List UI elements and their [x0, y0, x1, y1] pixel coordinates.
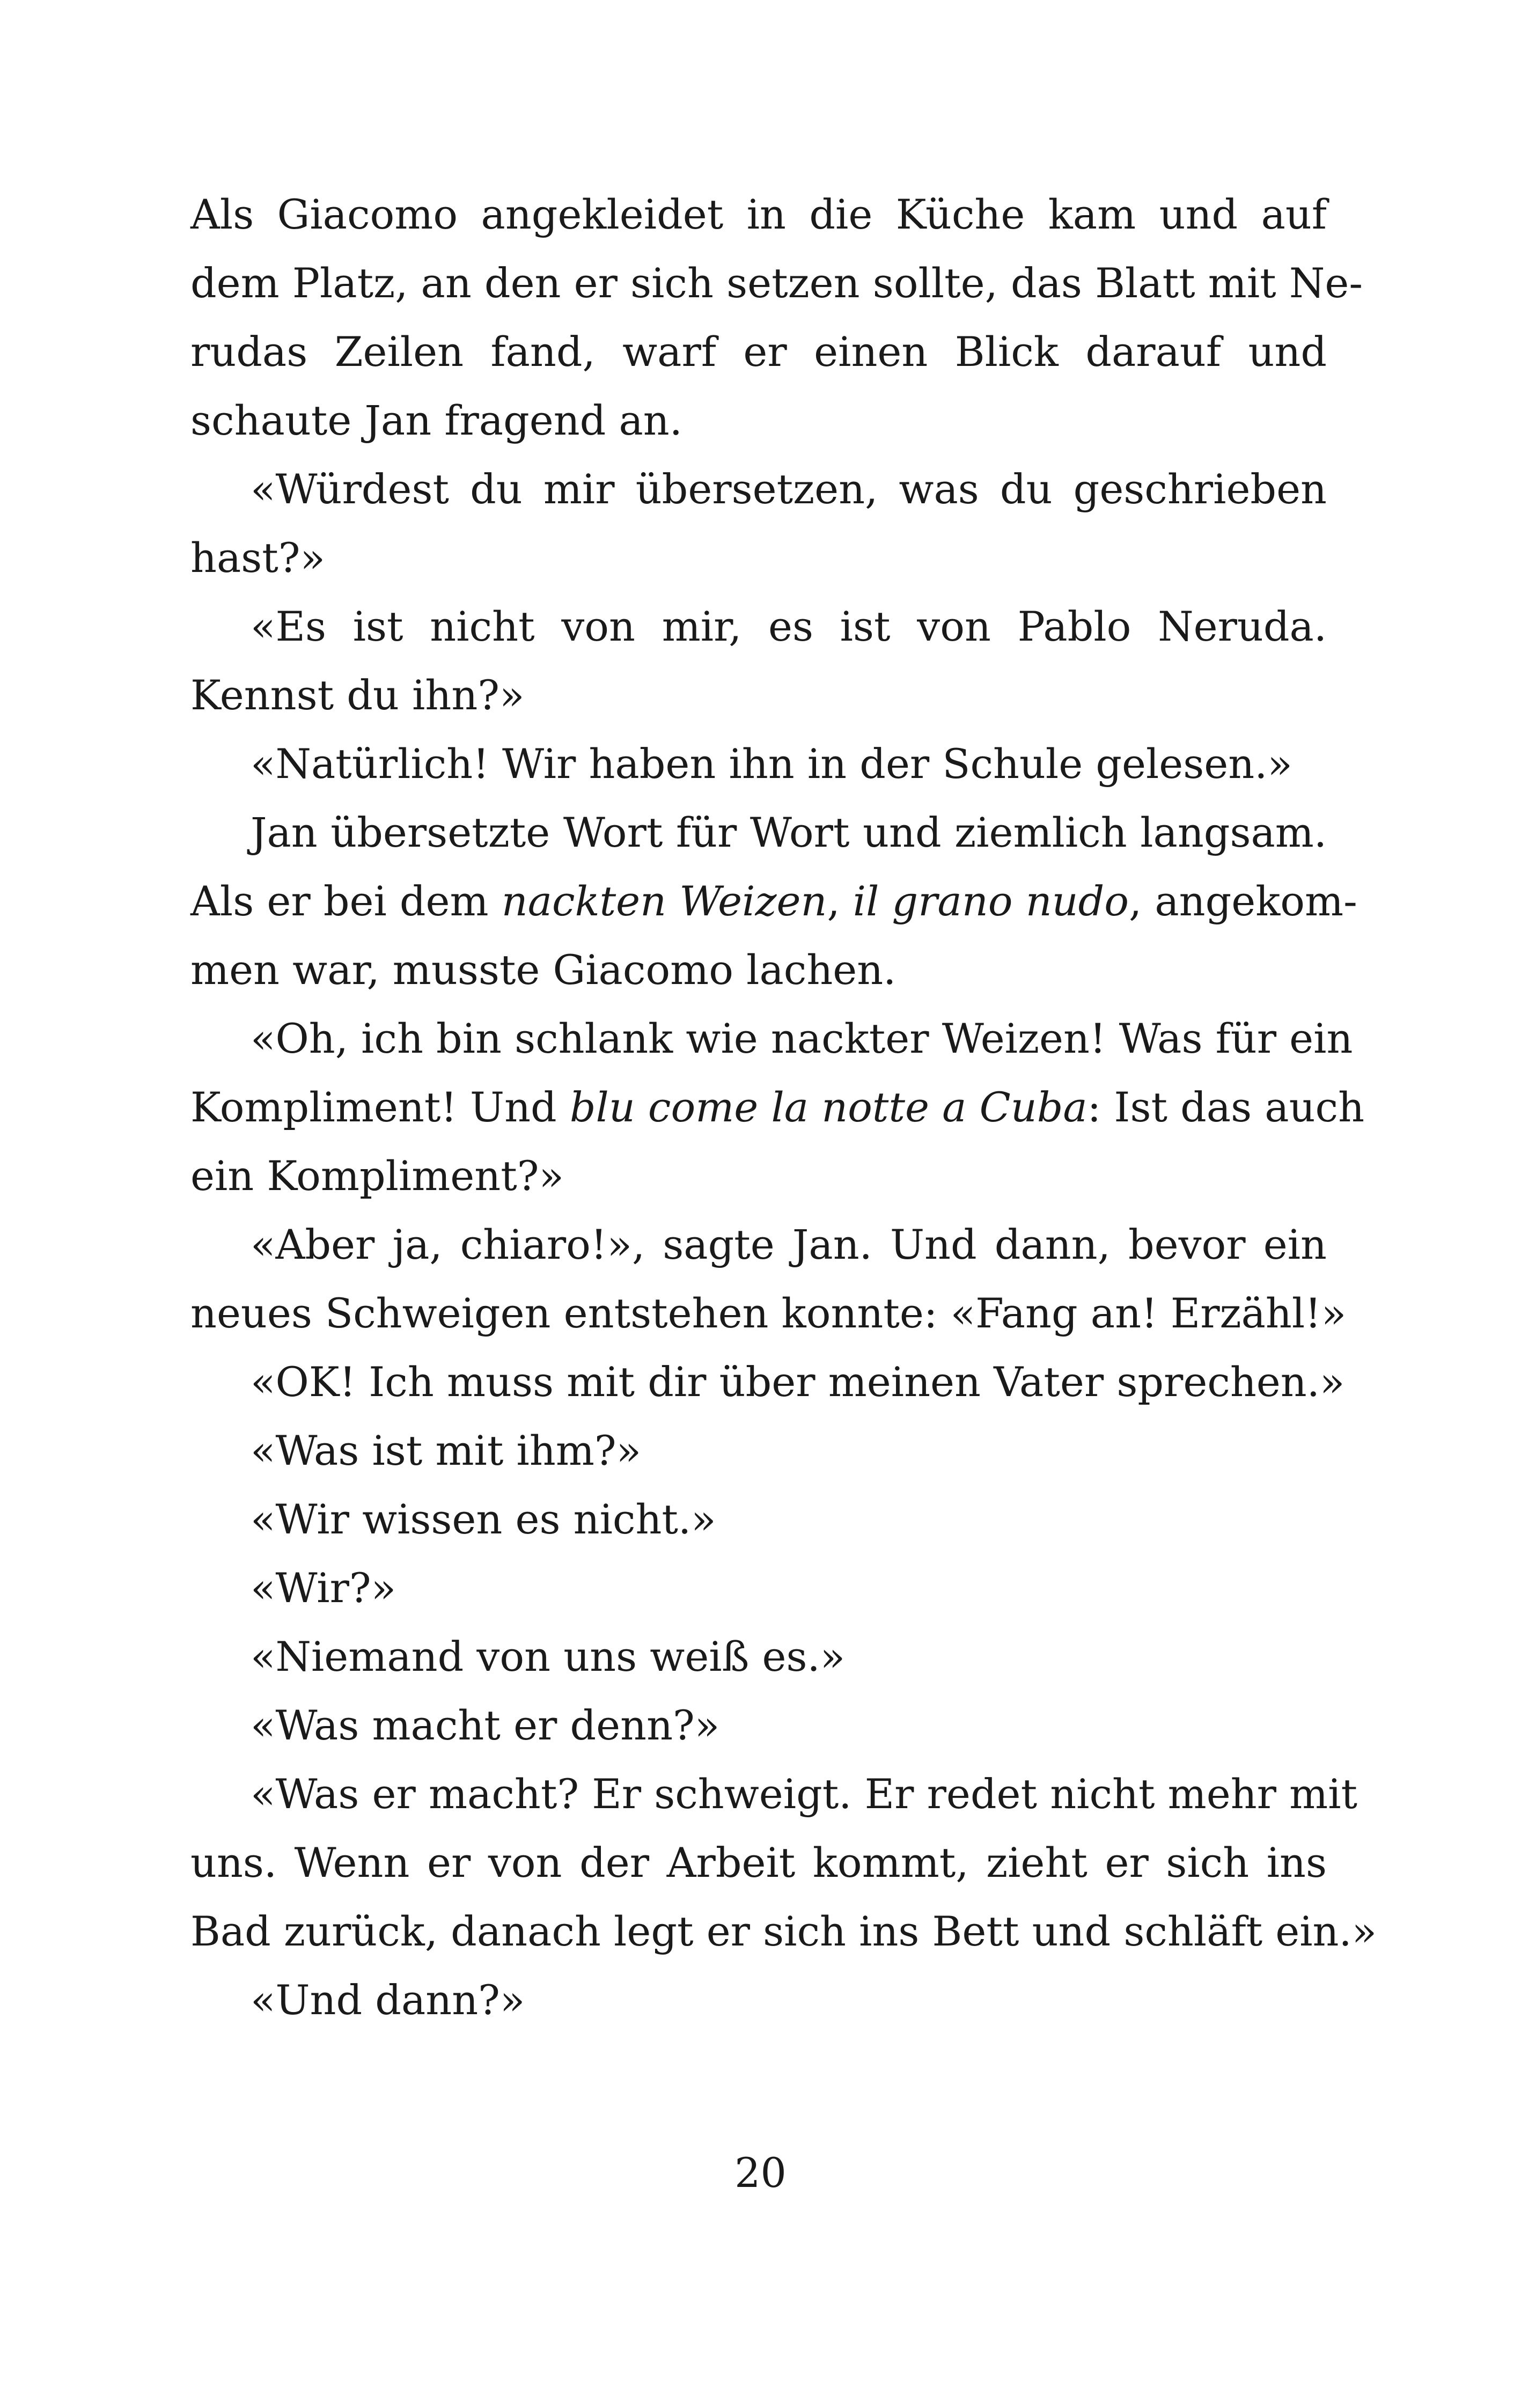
text-line: «OK! Ich muss mit dir über meinen Vater sprechen.»: [251, 1358, 1345, 1406]
text-line: [190, 1073, 1365, 1142]
text-line: men war, musste Giacomo lachen.: [190, 946, 897, 994]
text-line: neues Schweigen entstehen konnte: «Fang an! Erzähl!»: [190, 1289, 1347, 1337]
text-run: ,: [827, 877, 853, 925]
text-run: Kompliment! Und: [190, 1083, 570, 1131]
text-line: Als Giacomo angekleidet in die Küche kam und auf: [190, 190, 1327, 238]
text-line: Jan übersetzte Wort für Wort und ziemlich langsam.: [251, 809, 1327, 856]
text-line: «Und dann?»: [251, 1976, 525, 2024]
text-line: «Wir?»: [251, 1564, 396, 1612]
text-line: «Was ist mit ihm?»: [251, 1427, 642, 1474]
text-line: ein Kompliment?»: [190, 1152, 564, 1200]
italic-run: blu come la notte a Cuba: [569, 1083, 1088, 1131]
text-line: «Würdest du mir übersetzen, was du geschrieben: [251, 465, 1327, 513]
text-line: schaute Jan fragend an.: [190, 397, 682, 444]
text-line: hast?»: [190, 534, 326, 582]
text-line: «Oh, ich bin schlank wie nackter Weizen! Was für ein: [251, 1015, 1353, 1062]
text-line: Kennst du ihn?»: [190, 671, 525, 719]
text-line: Bad zurück, danach legt er sich ins Bett und schläft ein.»: [190, 1907, 1377, 1955]
text-line: «Was er macht? Er schweigt. Er redet nicht mehr mit: [251, 1770, 1358, 1818]
text-line: «Natürlich! Wir haben ihn in der Schule gelesen.»: [251, 740, 1292, 788]
text-line: «Es ist nicht von mir, es ist von Pablo Neruda.: [251, 603, 1327, 650]
italic-run: il grano nudo: [853, 877, 1129, 925]
body-text: [190, 180, 1377, 2035]
text-line: uns. Wenn er von der Arbeit kommt, zieht er sich ins: [190, 1839, 1327, 1886]
text-line: [190, 867, 1357, 936]
text-line: «Wir wissen es nicht.»: [251, 1495, 716, 1543]
italic-run: nackten Weizen: [501, 877, 827, 925]
page-number: 20: [734, 2149, 787, 2197]
text-run: Als er bei dem: [190, 877, 502, 925]
text-line: «Aber ja, chiaro!», sagte Jan. Und dann, bevor ein: [251, 1221, 1327, 1268]
text-line: «Was macht er denn?»: [251, 1701, 720, 1749]
text-line: dem Platz, an den er sich setzen sollte, das Blatt mit Ne-: [190, 259, 1363, 307]
text-line: rudas Zeilen fand, warf er einen Blick darauf und: [190, 328, 1327, 376]
text-run: : Ist das auch: [1087, 1083, 1365, 1131]
text-line: «Niemand von uns weiß es.»: [251, 1633, 846, 1680]
text-run: , angekom-: [1129, 877, 1357, 925]
